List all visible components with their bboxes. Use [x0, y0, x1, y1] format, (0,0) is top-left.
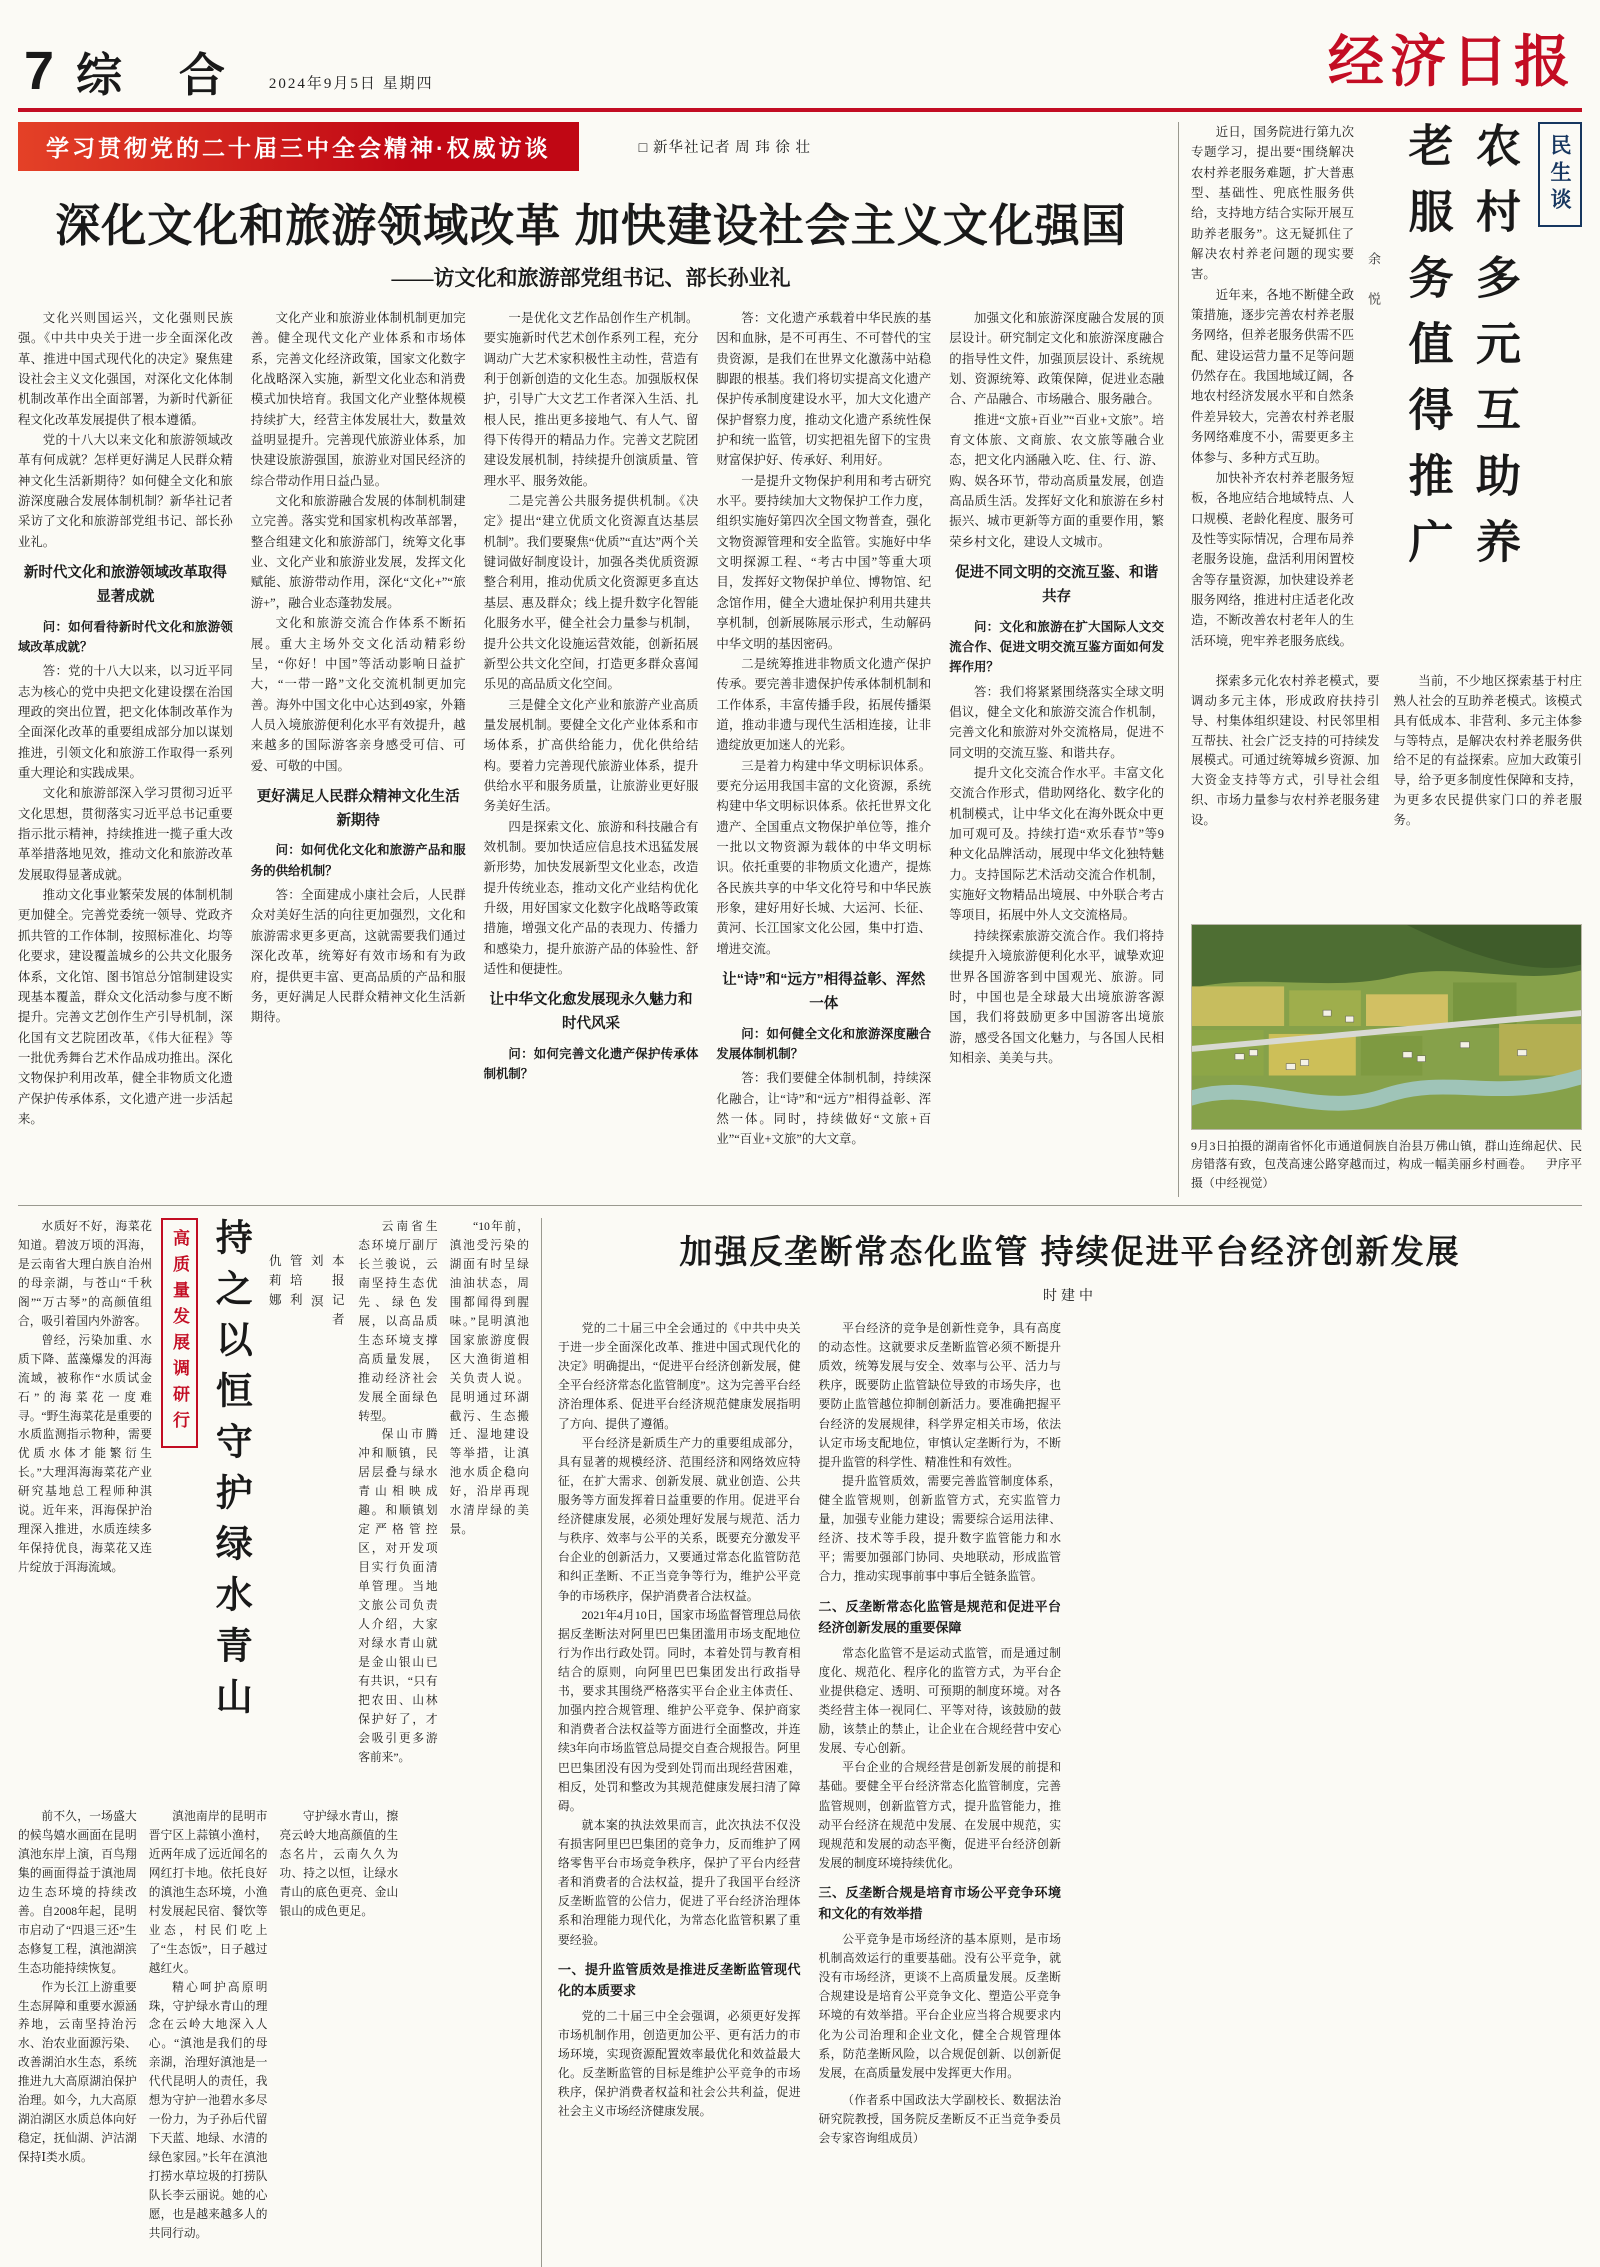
section-subhead: 促进不同文明的交流互鉴、和谐共存 — [955, 565, 1159, 605]
section-subhead: 新时代文化和旅游领域改革取得显著成就 — [23, 565, 227, 605]
main-subhead: ——访文化和旅游部党组书记、部长孙业礼 — [391, 266, 791, 290]
paragraph: 提升文化交流合作水平。丰富文化交流合作形式，借助网络化、数字化的机制模式，让中华文化在海外既众中更加可观可及。持续打造“欢乐春节”等9种文化品牌活动，展现中华文化独特魅力。支持国际艺术活动交流合作机制，实施好文物精品出境展、中外联合考古等项目，拓展中外人文交流格局。 — [949, 766, 1164, 923]
aerial-photo-image — [1192, 925, 1581, 1129]
paragraph: 党的十八大以来文化和旅游领域改革有何成就？怎样更好满足人民群众精神文化生活新期待？如何健全文化和旅游深度融合发展体制机制？新华社记者采访了文化和旅游部党组书记、部长孙业礼。 — [18, 433, 233, 549]
minsheng-text-continued — [1191, 672, 1582, 916]
minsheng-top — [1191, 122, 1582, 662]
paragraph: 党的二十届三中全会强调，必须更好发挥市场机制作用，创造更加公平、更有活力的市场环境，实现资源配置效率最优化和效益最大化。反垄断监管的目标是维护公平竞争的市场秩序，保护消费者权益和社会公共利益，促进社会主义市场经济健康发展。 — [558, 2008, 801, 2119]
bottom-section — [18, 1205, 1582, 2267]
main-headline: 深化文化和旅游领域改革 加快建设社会主义文化强国 — [55, 200, 1127, 251]
paragraph: 曾经，污染加重、水质下降、蓝藻爆发的洱海流域，被称作“水质试金石”的海菜花一度难寻。“野生海菜花是重要的水质监测指示物种，需要优质水体才能繁衍生长。”大理洱海海菜花产业研究基地总工程师种淇说。近年来，洱海保护治理深入推进，水质连续多年保持优良，海菜花又连片绽放于洱海流域。 — [18, 1333, 152, 1575]
paragraph: 探索多元化农村养老模式，要调动多元主体，形成政府扶持引导、村集体组织建设、村民邻里相互帮扶、社会广泛支持的可持续发展模式。可通过统筹城乡资源、加大资金支持等方式，引导社会组织、市场力量参与农村养老服务建设。 — [1191, 674, 1380, 827]
section-subhead: 让“诗”和“远方”相得益彰、浑然一体 — [722, 972, 926, 1012]
paragraph: “10年前，滇池受污染的湖面有时呈绿油油状态，周围都闻得到腥味。”昆明滇池国家旅游度假区大渔街道相关负责人说。昆明通过环湖截污、生态搬迁、湿地建设等举措，让滇池水质企稳向好，沿岸再现水清岸绿的美景。 — [449, 1220, 529, 1537]
paragraph: 前不久，一场盛大的候鸟嬉水画面在昆明滇池东岸上演，百鸟翔集的画面得益于滇池周边生态环境的持续改善。自2008年起，昆明市启动了“四退三还”生态修复工程，滇池湖滨生态功能持续恢复。 — [18, 1810, 137, 1975]
photo-credit: 尹序平摄（中经视觉） — [1191, 1157, 1582, 1190]
paragraph: 答：全面建成小康社会后，人民群众对美好生活的向往更加强烈，文化和旅游需求更多更高，这就需要我们通过深化改革，统筹好有效市场和有为政府，提供更丰富、更高品质的产品和服务，更好满足人民群众精神文化生活新期待。 — [250, 888, 466, 1025]
paragraph: 答：党的十八大以来，以习近平同志为核心的党中央把文化建设摆在治国理政的突出位置，把文化体制改革作为全面深化改革的重要组成部分加以谋划推进，引领文化和旅游工作取得一系列重大理论和实践成果。 — [18, 664, 233, 781]
antitrust-body — [558, 1319, 1582, 2267]
greenhills-article — [18, 1218, 542, 2267]
paragraph: 仇莉娜 — [267, 1254, 282, 1313]
paragraph: 文化和旅游融合发展的体制机制建立完善。落实党和国家机构改革部署，整合组建文化和旅游部门，统筹文化事业、文化产业和旅游业发展，发挥文化赋能、旅游带动作用，深化“文化+”“旅游+”，融合业态蓬勃发展。 — [250, 494, 466, 610]
paragraph: 守护绿水青山，擦亮云岭大地高颜值的生态名片，云南久久为功、持之以恒，让绿水青山的底色更亮、金山银山的成色更足。 — [279, 1810, 399, 1918]
paragraph: 问：如何健全文化和旅游深度融合发展体制机制？ — [716, 1026, 932, 1061]
paragraph: 滇池南岸的昆明市晋宁区上蒜镇小渔村，近两年成了远近闻名的网红打卡地。依托良好的滇池生态环境，小渔村发展起民宿、餐饮等业态，村民们吃上了“生态饭”，日子越过越红火。 — [148, 1810, 268, 1975]
paragraph: 四是探索文化、旅游和科技融合有效机制。要加快适应信息技术迅猛发展新形势，加快发展新型文化业态，改造提升传统业态，推动文化产业结构优化升级，用好国家文化数字化战略等政策措施，增强文化产品的表现力、传播力和感染力，提升旅游产品的体验性、舒适性和便捷性。 — [483, 819, 699, 976]
section-name: 综 合 — [76, 49, 247, 101]
main-article-body — [18, 308, 1164, 1186]
page-header — [18, 14, 1582, 112]
paragraph: 精心呵护高原明珠，守护绿水青山的理念在云岭大地深入人心。“滇池是我们的母亲湖，治理好滇池是一代代昆明人的责任，我想为守护一池碧水多尽一份力，为子孙后代留下天蓝、地绿、水清的绿色家园。”长年在滇池打捞水草垃圾的打捞队队长李云丽说。她的心愿，也是越来越多人的共同行动。 — [148, 1980, 268, 2240]
paragraph: 作为长江上游重要生态屏障和重要水源涵养地，云南坚持治污水、治农业面源污染、改善湖泊水生态，系统推进九大高原湖泊保护治理。如今，九大高原湖泊湖区水质总体向好稳定，抚仙湖、泸沽湖保持Ⅰ类水质。 — [18, 1980, 137, 2165]
paragraph: 保山市腾冲和顺镇，民居层叠与绿水青山相映成趣。和顺镇划定严格管控区，对开发项目实行负面清单管理。当地文旅公司负责人介绍，大家对绿水青山就是金山银山已有共识，“只有把农田、山林保护好了，才会吸引更多游客前来”。 — [358, 1428, 438, 1764]
paragraph: 文化和旅游部深入学习贯彻习近平文化思想，贯彻落实习近平总书记重要指示批示精神，持续推进一揽子重大改革举措落地见效，推动文化和旅游改革发展取得显著成就。 — [18, 786, 233, 882]
paragraph: 平台经济是新质生产力的重要组成部分，具有显著的规模经济、范围经济和网络效应特征，在扩大需求、创新发展、就业创造、公共服务等方面发挥着日益重要的作用。促进平台经济健康发展，必须处理好发展与规范、活力与秩序、效率与公平的关系，既要充分激发平台企业的创新活力，又要通过常态化监管防范和纠正垄断、不正当竞争等行为，维护公平竞争的市场秩序，保护消费者合法权益。 — [558, 1435, 801, 1603]
greenhills-byline — [262, 1218, 349, 1498]
minsheng-text — [1191, 122, 1354, 662]
paragraph: 三是着力构建中华文明标识体系。要充分运用我国丰富的文化资源，系统构建中华文明标识体系。依托世界文化遗产、全国重点文物保护单位等，推介一批以文物资源为载体的中华文明标识。依托重要的非物质文化遗产，提炼各民族共享的中华文化符号和中华民族形象，建好用好长城、大运河、长征、黄河、长江国家文化公园，集中打造、增进交流。 — [716, 758, 932, 956]
paragraph: 一是优化文艺作品创作生产机制。要实施新时代艺术创作系列工程，充分调动广大艺术家积极性主动性，营造有利于创新创造的文化生态。加强版权保护，引导广大文艺工作者深入生活、扎根人民，推出更多接地气、有人气、留得下传得开的精品力作。完善文艺院团建设发展机制，持续提升创演质量、管理水平、服务效能。 — [483, 311, 699, 488]
antitrust-article — [542, 1218, 1582, 2267]
paragraph: 提升监管质效，需要完善监管制度体系，健全监管规则，创新监管方式，充实监管力量，加强专业能力建设；需要综合运用法律、经济、技术等手段，提升数字监管能力和水平；需要加强部门协同、央地联动，形成监管合力，推动实现事前事中事后全链条监管。 — [818, 1473, 1061, 1584]
section-subhead: 二、反垄断常态化监管是规范和促进平台经济创新发展的重要保障 — [818, 1598, 1061, 1635]
paragraph: 刘 溟 — [309, 1254, 324, 1314]
paragraph: 管培利 — [288, 1254, 303, 1313]
antitrust-byline: 时建中 — [1043, 1289, 1097, 1304]
paragraph: 一是提升文物保护利用和考古研究水平。要持续加大文物保护工作力度，组织实施好第四次全国文物普查，强化文物资源管理和安全监管。实施好中华文明探源工程、“考古中国”等重大项目，发挥好文物保护单位、博物馆、纪念馆作用，健全大遗址保护利用共建共享机制，创新展陈展示形式，生动解码中华文明的基因密码。 — [716, 473, 932, 651]
greenhills-title: 持之以恒守护绿水青山 — [210, 1218, 252, 1728]
banner-row — [18, 122, 1164, 171]
greenhills-text-bottom — [18, 1808, 529, 2267]
date-line: 2024年9月5日 星期四 — [268, 76, 434, 92]
minsheng-column — [1178, 122, 1582, 1197]
paragraph: 党的二十届三中全会通过的《中共中央关于进一步全面深化改革、推进中国式现代化的决定》明确提出，“促进平台经济创新发展，健全平台经济常态化监管制度”。这为完善平台经济治理体系、促进平台经济规范健康发展指明了方向、提供了遵循。 — [558, 1321, 801, 1431]
masthead: 经济日报 — [1328, 29, 1576, 95]
paragraph: 二是统筹推进非物质文化遗产保护传承。要完善非遗保护传承体制机制和工作体系，丰富传播手段，拓展传播渠道，推动非遗与现代生活相连接，让非遗绽放更加迷人的光彩。 — [716, 656, 932, 753]
page-header-left — [24, 41, 434, 101]
paragraph: 三是健全文化产业和旅游产业高质量发展机制。要健全文化产业体系和市场体系，扩高供给能力，优化供给结构。要着力完善现代旅游业体系，提升供给水平和服务质量，让旅游业更好服务美好生活。 — [483, 697, 699, 814]
paragraph: 加快补齐农村养老服务短板，各地应结合地域特点、人口规模、老龄化程度、服务可及性等实际情况，合理布局养老服务设施，盘活利用闲置校舍等存量资源，加快建设养老服务网络，推进村庄适老化改造，不断改善农村老年人的生活环境，兜牢养老服务底线。 — [1191, 470, 1354, 648]
minsheng-title: 农村多元互助养老服务值得推广 — [1401, 122, 1520, 584]
antitrust-headline: 加强反垄断常态化监管 持续促进平台经济创新发展 — [679, 1233, 1461, 1270]
paragraph: 答：我们要健全体制机制，持续深化融合，让“诗”和“远方”相得益彰、浑然一体。同时，持续做好“文旅+百业”“百业+文旅”的大文章。 — [716, 1071, 932, 1147]
section-subhead: 让中华文化愈发展现永久魅力和时代风采 — [489, 992, 693, 1033]
greenhills-top — [18, 1218, 529, 1796]
paragraph: （作者系中国政法大学副校长、数据法治研究院教授，国务院反垄断反不正当竞争委员会专家咨询组成员） — [818, 2092, 1061, 2146]
section-subhead: 更好满足人民群众精神文化生活新期待 — [256, 788, 460, 829]
paragraph: 云南省生态环境厅副厅长兰骏说，云南坚持生态优先、绿色发展，以高品质生态环境支撑高质量发展，推动经济社会发展全面绿色转型。 — [358, 1220, 438, 1423]
paragraph: 2021年4月10日，国家市场监督管理总局依据反垄断法对阿里巴巴集团滥用市场支配地位行为作出行政处罚。同时，本着处罚与教育相结合的原则，向阿里巴巴集团发出行政指导书，要求其围绕严格落实平台企业主体责任、加强内控合规管理、维护公平竞争、保护商家和消费者合法权益等方面进行全面整改，并连续3年向市场监管总局提交自查合规报告。阿里巴巴集团没有因为受到处罚而出现经营困难，相反，处罚和整改为其规范健康发展扫清了障碍。 — [558, 1607, 801, 1813]
paragraph: 加强文化和旅游深度融合发展的顶层设计。研究制定文化和旅游深度融合的指导性文件，加强顶层设计、系统规划、资源统筹、政策保障，促进业态融合、产品融合、市场融合、服务融合。 — [949, 311, 1164, 407]
paragraph: 持续探索旅游交流合作。我们将持续提升入境旅游便利化水平，诚挚欢迎世界各国游客到中国观光、旅游。同时，中国也是全球最大出境旅游客源国，我们将鼓励更多中国游客出境旅游，感受各国文化魅力，与各国人民相知相亲、美美与共。 — [949, 928, 1164, 1065]
paragraph: 常态化监管不是运动式监管，而是通过制度化、规范化、程序化的监管方式，为平台企业提供稳定、透明、可预期的制度环境。对各类经营主体一视同仁、平等对待，该鼓励的鼓励，该禁止的禁止，让企业在合规经营中安心发展、专心创新。 — [818, 1645, 1061, 1756]
greenhills-text-col2 — [358, 1218, 529, 1796]
paragraph: 问：文化和旅游在扩大国际人文交流合作、促进文明交流互鉴方面如何发挥作用？ — [949, 619, 1164, 675]
photo-caption — [1191, 1137, 1582, 1192]
paragraph: 答：文化遗产承载着中华民族的基因和血脉，是不可再生、不可替代的宝贵资源，是我们在世界文化激荡中站稳脚跟的根基。我们将切实提高文化遗产保护传承制度建设水平，加大文化遗产保护督察力度，推动文化遗产系统性保护和统一监管，切实把祖先留下的宝贵财富保护好、传承好、利用好。 — [716, 311, 932, 468]
paragraph: 当前，不少地区探索基于村庄熟人社会的互助养老模式。该模式具有低成本、非营利、多元主体参与等特点，是解决农村养老服务供给不足的有益探索。应加大政策引导，给予更多制度性保障和支持，为更多农民提供家门口的养老服务。 — [1393, 674, 1582, 827]
series-label: 高质量发展调研行 — [161, 1218, 198, 1448]
greenhills-text-col1 — [18, 1218, 152, 1796]
series-banner: 学习贯彻党的二十届三中全会精神·权威访谈 — [18, 122, 579, 171]
paragraph: 文化兴则国运兴，文化强则民族强。《中共中央关于进一步全面深化改革、推进中国式现代化的决定》聚焦建设社会主义文化强国，对深化文化体制机制改革作出全面部署，为新时代新征程文化改革发展提供了根本遵循。 — [18, 311, 233, 427]
main-article — [18, 122, 1178, 1197]
paragraph: 就本案的执法效果而言，此次执法不仅没有损害阿里巴巴集团的竞争力，反而维护了网络零售平台市场竞争秩序，保护了平台内经营者和消费者的合法权益，提升了我国平台经济反垄断监管的公信力，促进了平台经济治理体系和治理能力现代化，为常态化监管积累了重要经验。 — [558, 1817, 801, 1947]
section-subhead: 三、反垄断合规是培育市场公平竞争环境和文化的有效举措 — [818, 1884, 1061, 1921]
paragraph: 推进“文旅+百业”“百业+文旅”。培育文体旅、文商旅、农文旅等融合业态，把文化内涵融入吃、住、行、游、购、娱各环节，带动高质量发展，创造高品质生活。发挥好文化和旅游在乡村振兴、城市更新等方面的重要作用，繁荣乡村文化，建设人文城市。 — [949, 412, 1164, 549]
paragraph: 答：我们将紧紧围绕落实全球文明倡议，健全文化和旅游交流合作机制，完善文化和旅游对外交流格局，促进不同文明的交流互鉴、和谐共存。 — [949, 684, 1164, 760]
paragraph: 问：如何优化文化和旅游产品和服务的供给机制？ — [250, 843, 466, 878]
top-section — [18, 122, 1582, 1197]
paragraph: 平台经济的竞争是创新性竞争，具有高度的动态性。这就要求反垄断监管必须不断提升质效，统筹发展与安全、效率与公平、活力与秩序，既要防止监管缺位导致的市场失序，也要防止监管越位抑制创新活力。要准确把握平台经济的发展规律，科学界定相关市场，依法认定市场支配地位，审慎认定垄断行为，不断提升监管的科学性、精准性和有效性。 — [818, 1321, 1061, 1469]
paragraph: 文化和旅游交流合作体系不断拓展。重大主场外交文化活动精彩纷呈，“你好！中国”等活动影响日益扩大，“一带一路”文化交流机制更加完善。海外中国文化中心达到49家，外籍人员入境旅游便利化水平有效提升，越来越多的国际游客亲身感受可信、可爱、可敬的中国。 — [250, 616, 466, 773]
paragraph: 近年来，各地不断健全政策措施，逐步完善农村养老服务网络，但养老服务供需不匹配、建设运营力量不足等问题仍然存在。我国地域辽阔，各地农村经济发展水平和自然条件差异较大，完善农村养老服务网络难度不小，需要更多主体参与、多种方式互助。 — [1191, 287, 1354, 465]
page-number: 7 — [24, 41, 55, 101]
paragraph: 近日，国务院进行第九次专题学习，提出要“围绕解决农村养老服务难题，扩大普惠型、基础性、兜底性服务供给，支持地方结合实际开展互助养老服务”。这无疑抓住了解决农村养老问题的现实要害。 — [1191, 125, 1354, 282]
minsheng-label: 民生谈 — [1538, 122, 1582, 227]
reporter-byline: □ 新华社记者 周 玮 徐 壮 — [638, 140, 812, 156]
paragraph: 本报记者 — [330, 1254, 345, 1332]
paragraph: 问：如何完善文化遗产保护传承体制机制？ — [483, 1046, 699, 1082]
paragraph: 水质好不好，海菜花知道。碧波万顷的洱海，是云南省大理白族自治州的母亲湖，与苍山“千秋阁”“万古琴”的高颜值组合，吸引着国内外游客。 — [18, 1220, 152, 1328]
paragraph: 推动文化事业繁荣发展的体制机制更加健全。完善党委统一领导、党政齐抓共管的工作体制，按照标准化、均等化要求，建设覆盖城乡的公共文化服务体系，文化馆、图书馆总分馆制建设实现基本覆盖，群众文化活动参与度不断提升。完善文艺创作生产引导机制，深化国有文艺院团改革，《伟大征程》等一批优秀舞台艺术作品成功推出。深化文物保护利用改革，健全非物质文化遗产保护传承体系，文化遗产进一步活起来。 — [18, 888, 233, 1126]
photo-caption-text: 9月3日拍摄的湖南省怀化市通道侗族自治县万佛山镇，群山连绵起伏、民房错落有致，包茂高速公路穿越而过，构成一幅美丽乡村画卷。 — [1191, 1139, 1582, 1172]
village-aerial-photo — [1191, 924, 1582, 1130]
minsheng-author: 余 悦 — [1366, 252, 1381, 311]
paragraph: 二是完善公共服务提供机制。《决定》提出“建立优质文化资源直达基层机制”。我们要聚焦“优质”“直达”两个关键词做好制度设计，加强各类优质资源整合利用，推动优质文化资源更多直达基层、惠及群众；线上提升数字化智能化服务水平，健全社会力量参与机制，提升公共文化设施运营效能，创新拓展新型公共文化空间，打造更多群众喜闻乐见的高品质文化空间。 — [483, 494, 699, 692]
section-subhead: 一、提升监管质效是推进反垄断监管现代化的本质要求 — [558, 1961, 801, 1998]
paragraph: 问：如何看待新时代文化和旅游领域改革成就？ — [18, 619, 233, 654]
paragraph: 文化产业和旅游业体制机制更加完善。健全现代文化产业体系和市场体系，完善文化经济政策，国家文化数字化战略深入实施，新型文化业态和消费模式加快培育。我国文化产业整体规模持续扩大，经营主体发展壮大，数量效益明显提升。完善现代旅游业体系，加快建设旅游强国，旅游业对国民经济的综合带动作用日益凸显。 — [250, 311, 466, 488]
paragraph: 公平竞争是市场经济的基本原则，是市场机制高效运行的重要基础。没有公平竞争，就没有市场经济，更谈不上高质量发展。反垄断合规建设是培育公平竞争文化、塑造公平竞争环境的有效举措。平台企业应当将合规要求内化为公司治理和企业文化，健全合规管理体系，防范垄断风险，以合规促创新、以创新促发展，在高质量发展中发挥更大作用。 — [818, 1932, 1061, 2080]
paragraph: 平台企业的合规经营是创新发展的前提和基础。要健全平台经济常态化监管制度，完善监管规则，创新监管方式，提升监管能力，推动平台经济在规范中发展、在发展中规范，实现规范和发展的动态平衡，促进平台经济创新发展的制度环境持续优化。 — [818, 1760, 1061, 1870]
